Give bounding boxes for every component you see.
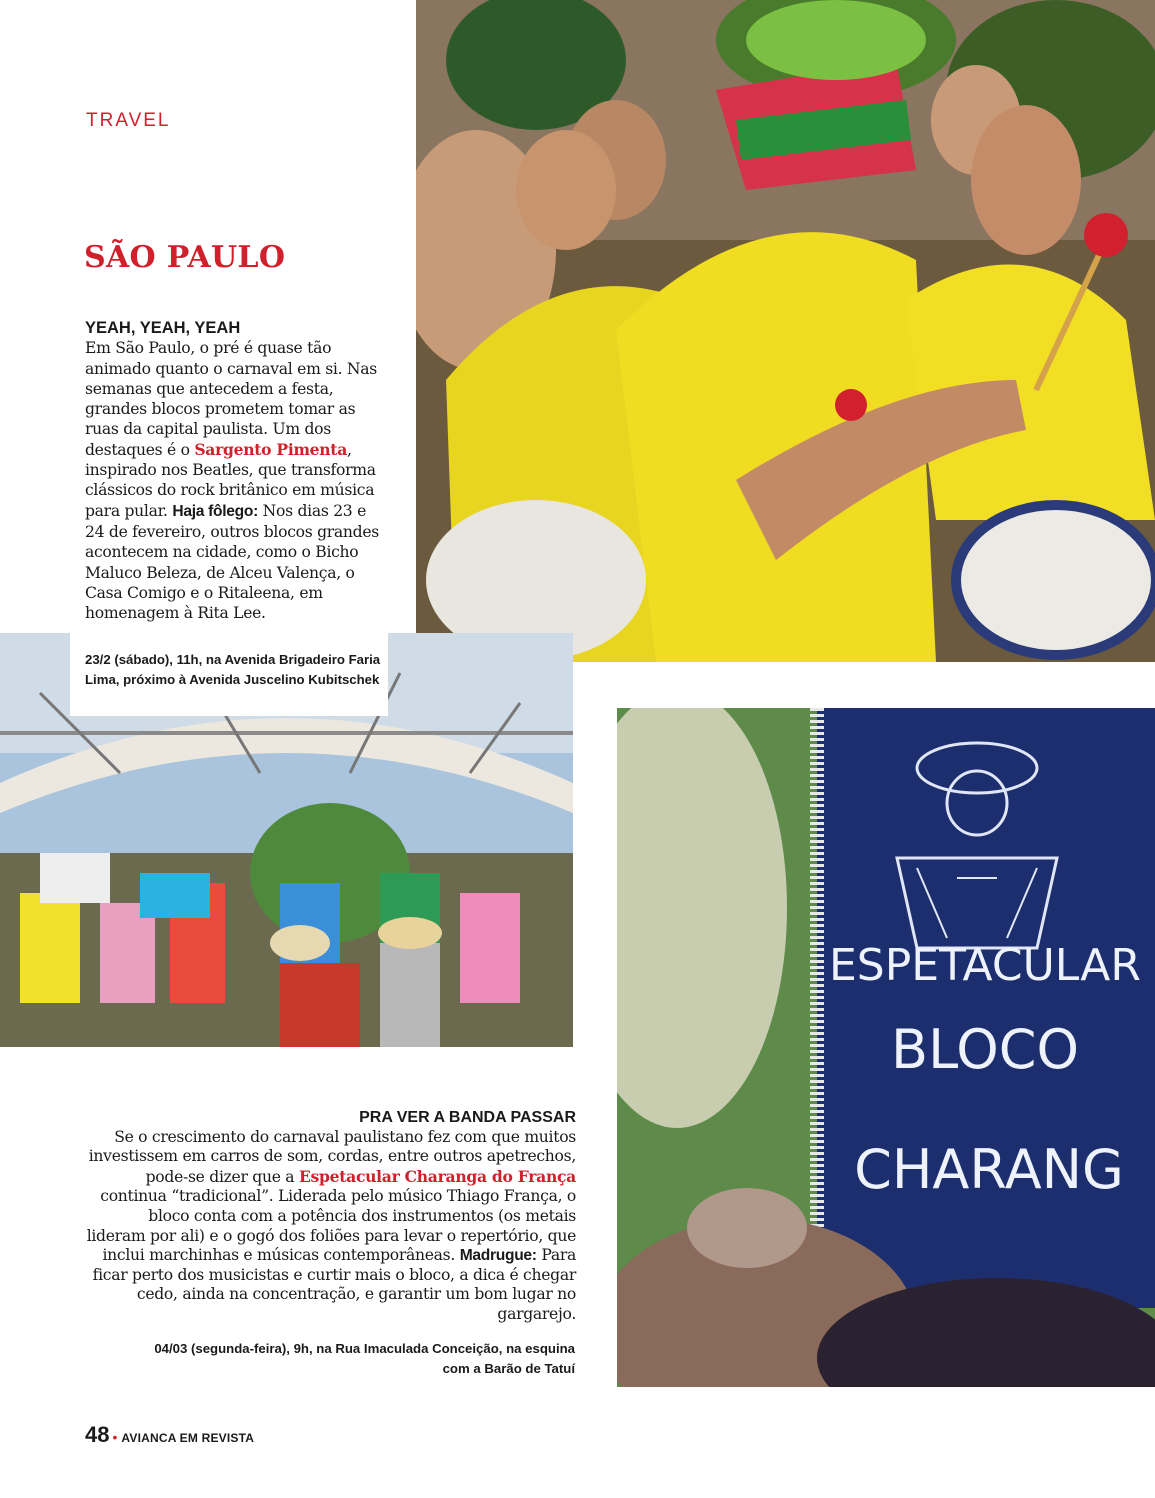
charanga-link[interactable]: Espetacular Charanga do França bbox=[298, 1166, 576, 1186]
article1-tip-text: Nos dias 23 e 24 de fevereiro, outros blocos grandes acontecem na cidade, como o Bicho Maluco Beleza, de Alceu Valença, o Casa Comigo e o Ritaleena, em homenagem à Rita Lee. bbox=[85, 501, 379, 623]
banner-line-1: ESPETACULAR bbox=[829, 940, 1141, 991]
sargento-pimenta-link[interactable]: Sargento Pimenta bbox=[194, 439, 348, 459]
footer-separator: • bbox=[112, 1429, 118, 1445]
article2-text-cont: continua “tradicional”. Liderada pelo músico Thiago França, o bloco conta com a potência dos instrumentos (os metais lideram por ali) e o gogó dos foliões para levar o repertório, que inclui marchinhas e músicas contemporâneas. bbox=[86, 1187, 576, 1265]
article1-tip-label: Haja fôlego: bbox=[172, 502, 259, 520]
article1-caption: 23/2 (sábado), 11h, na Avenida Brigadeiro Faria Lima, próximo à Avenida Juscelino Kubitschek bbox=[85, 652, 381, 687]
page-footer bbox=[85, 1422, 254, 1448]
banner-line-2: BLOCO bbox=[891, 1018, 1079, 1081]
article1-text-cont: , inspirado nos Beatles, que transforma clássicos do rock britânico em música para pular. bbox=[85, 440, 376, 520]
article-sargento-pimenta bbox=[85, 318, 385, 623]
section-label: TRAVEL bbox=[86, 110, 171, 131]
bloco-banner-photo bbox=[617, 708, 1155, 1387]
article2-text: Se o crescimento do carnaval paulistano fez com que muitos investissem em carros de som, cordas, entre outros apetrechos, pode-se dizer que a bbox=[88, 1127, 576, 1186]
article-charanga bbox=[86, 1108, 576, 1325]
article1-subheading: YEAH, YEAH, YEAH bbox=[85, 319, 241, 337]
article2-tip-label: Madrugue: bbox=[459, 1247, 537, 1265]
article2-subheading: PRA VER A BANDA PASSAR bbox=[359, 1109, 576, 1126]
article1-body bbox=[85, 338, 385, 623]
article1-text: Em São Paulo, o pré é quase tão animado quanto o carnaval em si. Nas semanas que antecedem a festa, grandes blocos prometem tomar as ruas da capital paulista. Um dos destaques é o bbox=[85, 339, 377, 459]
carnival-drummers-photo bbox=[416, 0, 1155, 662]
page-number: 48 bbox=[85, 1422, 110, 1447]
article2-tip-text: Para ficar perto dos musicistas e curtir mais o bloco, a dica é chegar cedo, ainda na concentração, e garantir um bom lugar no gargarejo. bbox=[92, 1246, 576, 1323]
city-title: SÃO PAULO bbox=[84, 240, 286, 275]
magazine-name: AVIANCA EM REVISTA bbox=[121, 1431, 255, 1445]
banner-line-3: CHARANG bbox=[854, 1138, 1124, 1201]
article2-body bbox=[86, 1128, 576, 1325]
article2-caption: 04/03 (segunda-feira), 9h, na Rua Imaculada Conceição, na esquina com a Barão de Tatuí bbox=[154, 1341, 575, 1376]
